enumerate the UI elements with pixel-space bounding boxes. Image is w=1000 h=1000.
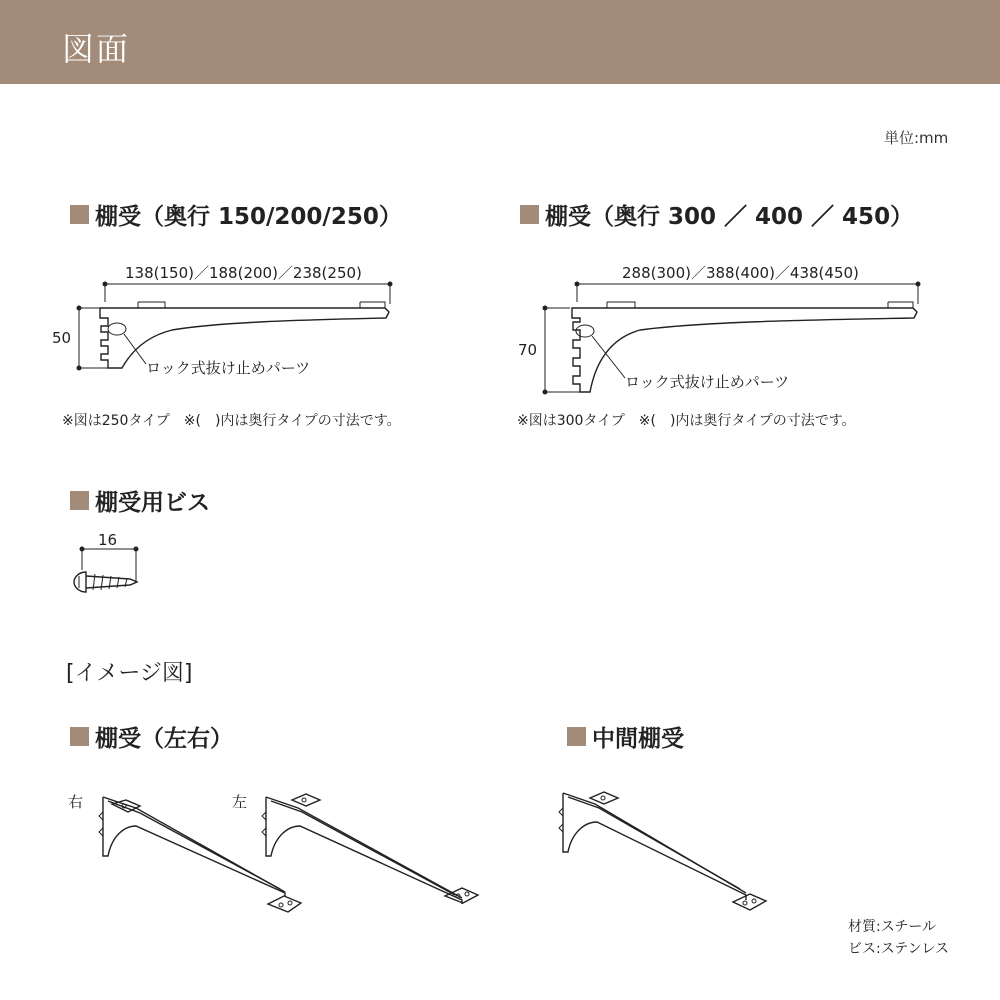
plate-hole	[743, 901, 747, 905]
bracket-long-title: 棚受（奥行 300 ／ 400 ／ 450）	[520, 198, 913, 231]
short-bracket-tab	[138, 302, 165, 308]
short-note: ※図は250タイプ ※( )内は奥行タイプの寸法です。	[62, 413, 401, 429]
screw-drawing	[74, 547, 139, 593]
plate-hole	[465, 892, 469, 896]
image-section-title: [イメージ図]	[66, 661, 193, 686]
bracket-short-title: 棚受（奥行 150/200/250）	[70, 198, 402, 231]
long-note: ※図は300タイプ ※( )内は奥行タイプの寸法です。	[517, 413, 856, 429]
rear-plate	[733, 894, 766, 910]
long-height-dimension: 70	[518, 341, 538, 359]
bracket-top-edge	[108, 801, 280, 889]
screw-material-label: ビス:ステンレス	[848, 941, 949, 957]
unit-label: 単位:mm	[884, 129, 949, 147]
plate-hole	[752, 899, 756, 903]
lock-part	[576, 325, 594, 337]
material-label: 材質:スチール	[848, 919, 937, 935]
pair-title: 棚受（左右）	[70, 720, 233, 753]
short-bracket-tab	[360, 302, 385, 308]
long-bracket-tab	[607, 302, 635, 308]
page-title: 図面	[62, 30, 131, 68]
short-bracket-drawing	[77, 282, 393, 371]
bracket-body	[103, 797, 285, 896]
long-part-label: ロック式抜け止めパーツ	[625, 373, 790, 391]
short-height-dimension: 50	[52, 329, 72, 347]
left-bracket-illustration	[262, 794, 478, 904]
screw-length-dimension: 16	[98, 531, 118, 549]
leader-line	[592, 336, 625, 378]
middle-title: 中間棚受	[567, 720, 684, 753]
middle-bracket-illustration	[559, 792, 766, 910]
long-length-dimension: 288(300)／388(400)／438(450)	[622, 264, 859, 282]
long-bracket-drawing	[543, 282, 921, 395]
bracket-top-edge	[563, 793, 746, 893]
bracket-body	[266, 797, 462, 904]
plate-hole	[601, 796, 605, 800]
short-bracket-outline	[100, 308, 389, 368]
lock-part	[108, 323, 126, 335]
long-bracket-outline	[572, 308, 917, 392]
front-plate	[590, 792, 618, 804]
bracket-top-edge	[568, 797, 740, 889]
short-length-dimension: 138(150)／188(200)／238(250)	[125, 264, 362, 282]
right-label: 右	[68, 793, 84, 811]
plate-hole	[288, 901, 292, 905]
bracket-top-edge	[271, 801, 455, 895]
rear-plate	[268, 896, 301, 912]
short-part-label: ロック式抜け止めパーツ	[146, 359, 311, 377]
screw-title: 棚受用ビス	[70, 484, 210, 517]
left-label: 左	[232, 793, 248, 811]
long-bracket-tab	[888, 302, 913, 308]
plate-hole	[302, 798, 306, 802]
screw-head	[74, 572, 86, 592]
plate-hole	[279, 903, 283, 907]
bracket-body	[563, 793, 746, 900]
